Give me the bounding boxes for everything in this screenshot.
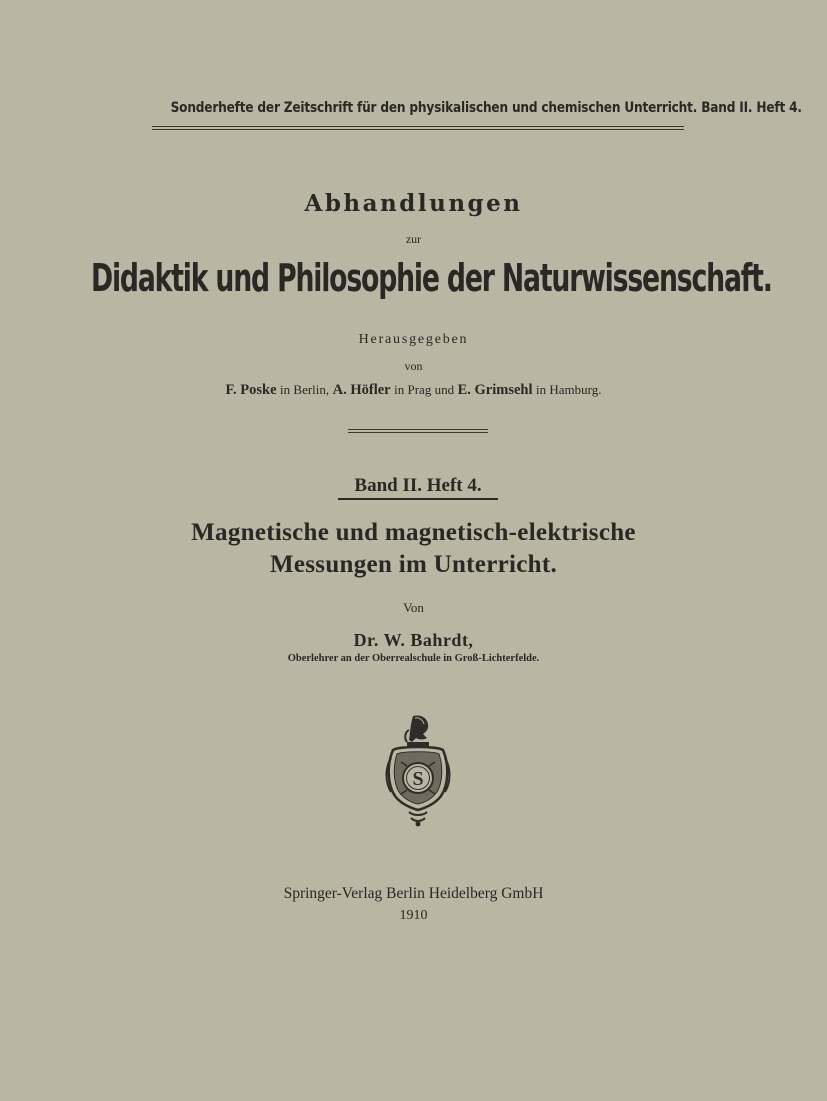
by-label: Von — [403, 600, 424, 615]
middle-double-rule — [348, 429, 488, 433]
springer-knight-emblem-icon — [383, 712, 453, 828]
main-title: Abhandlungen — [304, 190, 523, 217]
editor-place: in Berlin, — [280, 382, 330, 397]
edited-label: Herausgegeben — [358, 332, 469, 347]
volume-label: Band II. Heft 4. — [338, 475, 498, 500]
editors-line — [0, 382, 827, 399]
series-header: Sonderhefte der Zeitschrift für den physikalischen und chemischen Unterricht. Band II. Heft 4. — [170, 100, 802, 116]
publisher: Springer-Verlag Berlin Heidelberg GmbH — [283, 885, 544, 902]
connector-text: zur — [405, 232, 422, 246]
svg-text:S: S — [412, 768, 424, 790]
publication-year: 1910 — [399, 908, 428, 923]
editor-place: in Hamburg. — [536, 382, 602, 397]
editor-place: in Prag und — [394, 382, 455, 397]
von-label: von — [404, 359, 423, 373]
subtitle-line-2: Messungen im Unterricht. — [269, 551, 558, 578]
author-affiliation: Oberlehrer an der Oberrealschule in Groß-Lichterfelde. — [287, 653, 540, 664]
subtitle-line-1: Magnetische und magnetisch-elektrische — [191, 519, 636, 546]
editor-name: F. Poske — [225, 382, 277, 398]
editor-name: E. Grimsehl — [457, 382, 533, 398]
header-double-rule — [152, 126, 684, 130]
editor-name: A. Höfler — [332, 382, 391, 398]
series-title: Didaktik und Philosophie der Naturwissenschaft. — [90, 256, 772, 300]
author-name: Dr. W. Bahrdt, — [353, 630, 474, 650]
